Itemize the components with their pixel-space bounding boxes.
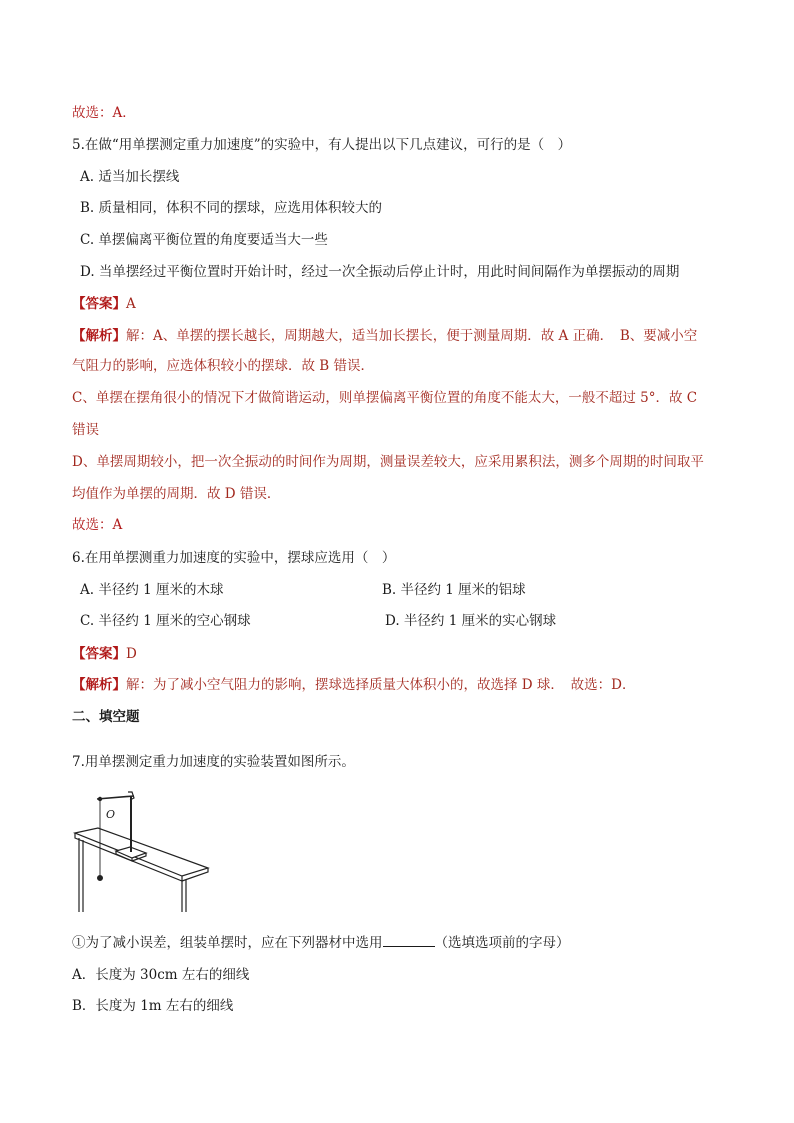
- q5-option-d: D. 当单摆经过平衡位置时开始计时，经过一次全振动后停止计时，用此时间间隔作为单摆振动的周期: [80, 264, 680, 280]
- answer-value: A: [126, 296, 136, 312]
- q5-analysis-line-4: 错误: [72, 422, 99, 438]
- q6-option-a: A. 半径约 1 厘米的木球: [80, 582, 224, 598]
- answer-value: D: [126, 646, 137, 662]
- q5-analysis-line-1: [72, 326, 697, 346]
- analysis-label: 【解析】: [72, 677, 126, 693]
- q6-options-row-2: [80, 611, 720, 631]
- q7-sub1-text: ①为了减小误差，组装单摆时，应在下列器材中选用: [72, 935, 383, 951]
- point-o-label: O: [106, 808, 116, 821]
- answer-label: 【答案】: [72, 646, 126, 662]
- q5-analysis-line-2: 气阻力的影响，应选体积较小的摆球．故 B 错误．: [72, 358, 375, 374]
- analysis-text: 解：A、单摆的摆长越长，周期越大，适当加长摆长，便于测量周期．故 A 正确． B、要减小空: [126, 328, 698, 344]
- q5-analysis-line-5: D、单摆周期较小，把一次全振动的时间作为周期，测量误差较大，应采用累积法，测多个周期的时间取平: [72, 454, 704, 470]
- q7-option-b: B．长度为 1m 左右的细线: [72, 998, 234, 1014]
- q6-option-c: C. 半径约 1 厘米的空心钢球: [80, 613, 251, 629]
- q5-option-c: C. 单摆偏离平衡位置的角度要适当大一些: [80, 232, 328, 248]
- q5-option-a: A. 适当加长摆线: [80, 169, 180, 185]
- q5-conclusion: 故选：A: [72, 517, 123, 533]
- q6-answer: [72, 644, 137, 664]
- stand-arm: [97, 796, 134, 799]
- q5-answer: [72, 294, 136, 314]
- q6-stem: 6.在用单摆测重力加速度的实验中，摆球应选用（ ）: [72, 550, 396, 566]
- section-title: 二、填空题: [72, 709, 140, 725]
- answer-blank[interactable]: [383, 933, 435, 947]
- answer-label: 【答案】: [72, 296, 126, 312]
- q5-analysis-line-3: C、单摆在摆角很小的情况下才做简谐运动，则单摆偏离平衡位置的角度不能太大，一般不超过 5°．故 C: [72, 390, 698, 406]
- q6-option-d: D. 半径约 1 厘米的实心钢球: [385, 613, 557, 629]
- q7-stem: 7.用单摆测定重力加速度的实验装置如图所示。: [72, 754, 355, 770]
- q7-option-a: A．长度为 30cm 左右的细线: [72, 967, 250, 983]
- q7-sub1-hint: （选填选项前的字母）: [434, 935, 570, 951]
- q5-analysis-line-6: 均值作为单摆的周期．故 D 错误．: [72, 486, 281, 502]
- q6-options-row-1: [80, 580, 720, 600]
- pendulum-apparatus-figure: [70, 788, 210, 914]
- analysis-text: 解：为了减小空气阻力的影响，摆球选择质量大体积小的，故选择 D 球． 故选：D．: [126, 677, 636, 693]
- q4-conclusion: 故选：A．: [72, 105, 136, 121]
- q6-analysis: [72, 675, 635, 695]
- q5-stem: 5.在做“用单摆测定重力加速度”的实验中，有人提出以下几点建议，可行的是（ ）: [72, 137, 572, 153]
- q7-sub1: [72, 933, 570, 953]
- q6-option-b: B. 半径约 1 厘米的铝球: [382, 582, 526, 598]
- analysis-label: 【解析】: [72, 328, 126, 344]
- pendulum-bob: [98, 876, 103, 881]
- q5-option-b: B. 质量相同，体积不同的摆球，应选用体积较大的: [80, 200, 383, 216]
